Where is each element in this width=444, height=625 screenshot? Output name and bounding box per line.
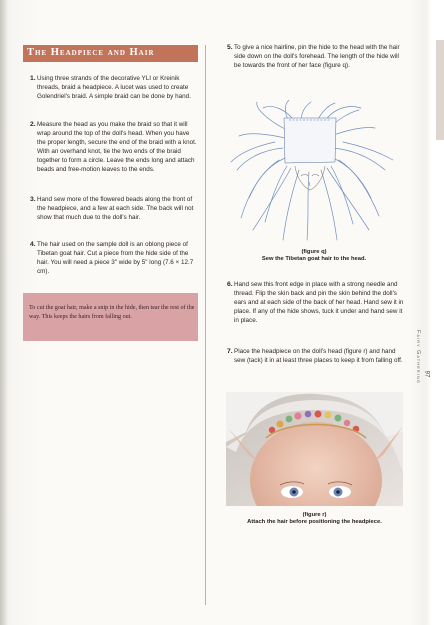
section-title: The Headpiece and Hair bbox=[27, 47, 155, 58]
step-number: 1. bbox=[30, 75, 36, 82]
step-number: 4. bbox=[30, 241, 36, 248]
step-number: 6. bbox=[227, 281, 233, 288]
figure-q-ref: (figure q) bbox=[301, 249, 327, 255]
step-text: Measure the head as you make the braid so that it will wrap around the top of the doll's head. When you have the proper length, secure the end of the braid with a knot. With an overhand knot, tie the two ends of the braid together to form a circle. Leave the ends long and attach beads and free-motion leaves to the ends. bbox=[37, 121, 197, 173]
step-text: Hand sew more of the flowered beads along the front of the headpiece, and a few at each side. The back will not show that much due to the doll's hair. bbox=[37, 196, 194, 221]
tip-box bbox=[23, 293, 198, 341]
tip-text: To cut the goat hair, make a snip in the hide, then tear the rest of the way. This keeps the hairs from falling out. bbox=[29, 305, 195, 320]
step-3 bbox=[30, 196, 198, 226]
running-head: Fairy Gathering bbox=[415, 330, 421, 384]
step-number: 3. bbox=[30, 196, 36, 203]
step-text: Using three strands of the decorative YLI or Kreinik threads, braid a headpiece. A lucet was used to create Golendriel's braid. A simple braid can be done by hand. bbox=[37, 75, 191, 100]
figure-r-caption: Attach the hair before positioning the headpiece. bbox=[247, 519, 382, 525]
step-text: Place the headpiece on the doll's head (figure r) and hand sew (tack) it in at least three places to keep it from falling off. bbox=[234, 348, 403, 364]
margin-tab bbox=[436, 40, 444, 140]
figure-q-caption: Sew the Tibetan goat hair to the head. bbox=[261, 256, 367, 262]
step-text: To give a nice hairline, pin the hide to the head with the hair side down on the doll's forehead. The length of the hide will be towards the front of her face (figure q). bbox=[234, 44, 400, 69]
step-number: 2. bbox=[30, 121, 36, 128]
step-number: 5. bbox=[227, 44, 233, 51]
step-7 bbox=[227, 348, 410, 383]
step-1 bbox=[30, 75, 198, 113]
page-gutter-shadow bbox=[0, 0, 8, 625]
figure-q-illustration bbox=[227, 100, 401, 250]
section-header-bar bbox=[23, 45, 198, 62]
column-divider bbox=[205, 45, 206, 605]
step-5 bbox=[227, 44, 410, 84]
figure-r-ref: (figure r) bbox=[302, 512, 327, 518]
figure-r-photo bbox=[226, 392, 403, 506]
step-4 bbox=[30, 241, 198, 283]
step-text: The hair used on the sample doll is an oblong piece of Tibetan goat hair. Cut a piece from the hide side of the hair. You will need a piece 3" wide by 5" long (7.6 × 12.7 cm). bbox=[37, 241, 194, 275]
step-text: Hand sew this front edge in place with a strong needle and thread. Flip the skin back and pin the skin behind the doll's ears and at each side of the back of her head. Hand sew it in place. If any of the hide shows, tuck it under and hand sew it in place. bbox=[234, 281, 404, 324]
step-6 bbox=[227, 281, 410, 336]
page-number: 97 bbox=[423, 370, 430, 378]
step-number: 7. bbox=[227, 348, 233, 355]
step-2 bbox=[30, 121, 198, 186]
